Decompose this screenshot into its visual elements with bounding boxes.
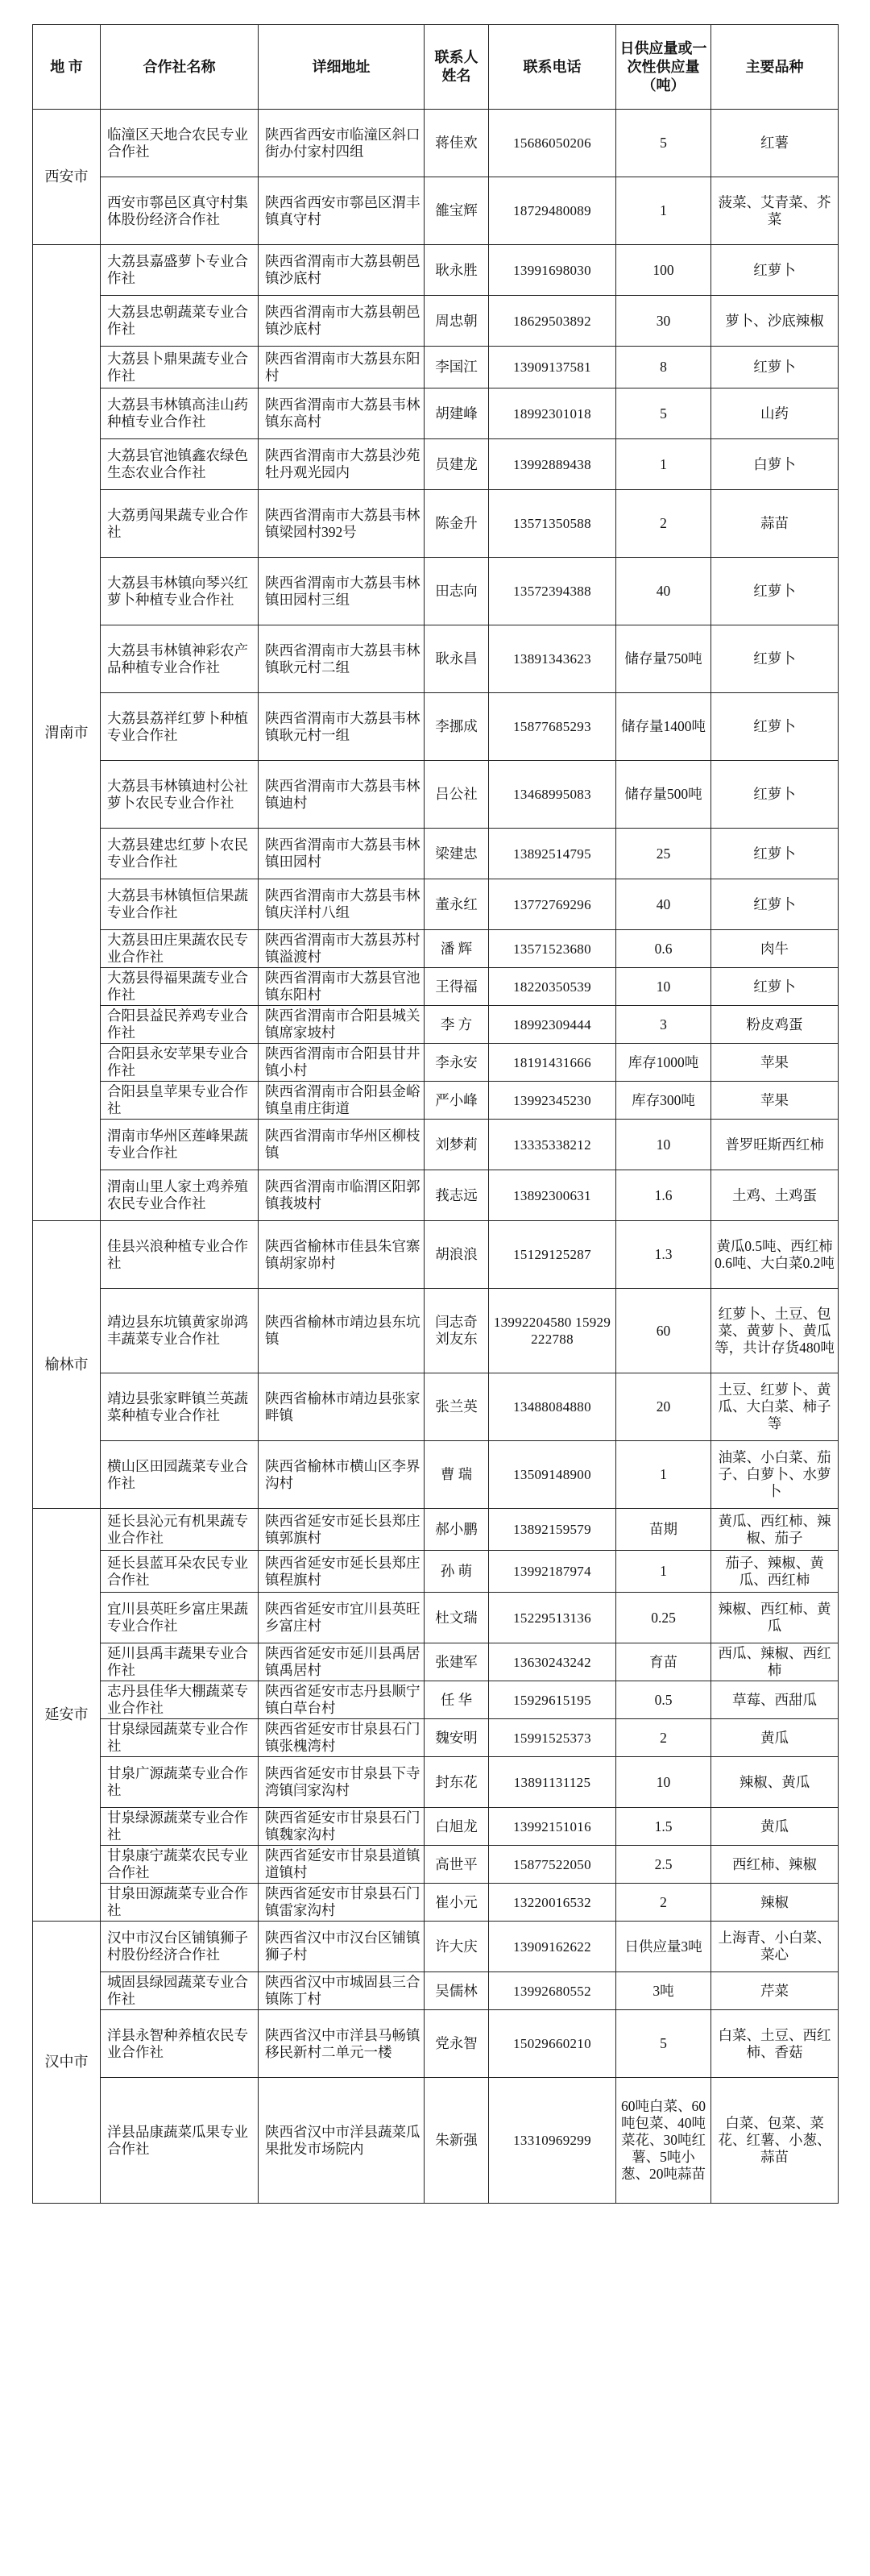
address-cell: 陕西省延安市志丹县顺宁镇白草台村	[259, 1681, 425, 1719]
coop-name-cell: 延川县禹丰蔬果专业合作社	[101, 1643, 259, 1681]
phone-cell: 13992345230	[489, 1082, 616, 1120]
table-row	[33, 1551, 839, 1593]
product-cell: 白萝卜	[711, 439, 839, 490]
contact-cell: 李 方	[425, 1006, 489, 1044]
header-supply: 日供应量或一次性供应量（吨）	[616, 25, 711, 110]
address-cell: 陕西省渭南市大荔县韦林镇耿元村二组	[259, 625, 425, 693]
supply-cell: 1.6	[616, 1170, 711, 1221]
phone-cell: 13892159579	[489, 1509, 616, 1551]
coop-name-cell: 靖边县张家畔镇兰英蔬菜种植专业合作社	[101, 1373, 259, 1441]
table-row	[33, 1757, 839, 1808]
product-cell: 红萝卜	[711, 625, 839, 693]
address-cell: 陕西省渭南市合阳县金峪镇皇甫庄街道	[259, 1082, 425, 1120]
phone-cell: 13992151016	[489, 1808, 616, 1846]
address-cell: 陕西省西安市临潼区斜口街办付家村四组	[259, 110, 425, 177]
contact-cell: 党永智	[425, 2010, 489, 2078]
header-phone: 联系电话	[489, 25, 616, 110]
phone-cell: 18729480089	[489, 177, 616, 245]
coop-name-cell: 甘泉康宁蔬菜农民专业合作社	[101, 1846, 259, 1884]
phone-cell: 13220016532	[489, 1884, 616, 1922]
product-cell: 芹菜	[711, 1972, 839, 2010]
coop-name-cell: 横山区田园蔬菜专业合作社	[101, 1441, 259, 1509]
table-row	[33, 1643, 839, 1681]
supply-cell: 1	[616, 1551, 711, 1593]
address-cell: 陕西省渭南市大荔县韦林镇梁园村392号	[259, 490, 425, 558]
phone-cell: 13909137581	[489, 347, 616, 388]
address-cell: 陕西省延安市宜川县英旺乡富庄村	[259, 1593, 425, 1643]
coop-name-cell: 大荔县得福果蔬专业合作社	[101, 968, 259, 1006]
table-row	[33, 761, 839, 829]
supply-cell: 2	[616, 490, 711, 558]
coop-name-cell: 西安市鄠邑区真守村集体股份经济合作社	[101, 177, 259, 245]
product-cell: 红萝卜	[711, 693, 839, 761]
supply-cell: 5	[616, 110, 711, 177]
product-cell: 黄瓜	[711, 1808, 839, 1846]
city-cell: 西安市	[33, 110, 101, 245]
coop-name-cell: 大荔县荔祥红萝卜种植专业合作社	[101, 693, 259, 761]
contact-cell: 梁建忠	[425, 829, 489, 879]
supply-cell: 日供应量3吨	[616, 1922, 711, 1972]
table-row	[33, 347, 839, 388]
supply-cell: 库存300吨	[616, 1082, 711, 1120]
product-cell: 辣椒、黄瓜	[711, 1757, 839, 1808]
contact-cell: 吴儒林	[425, 1972, 489, 2010]
header-city: 地 市	[33, 25, 101, 110]
coop-name-cell: 渭南山里人家土鸡养殖农民专业合作社	[101, 1170, 259, 1221]
contact-cell: 郝小鹏	[425, 1509, 489, 1551]
supply-cell: 2	[616, 1884, 711, 1922]
contact-cell: 员建龙	[425, 439, 489, 490]
product-cell: 白菜、包菜、菜花、红薯、小葱、蒜苗	[711, 2078, 839, 2204]
supply-cell: 储存量750吨	[616, 625, 711, 693]
supply-cell: 1	[616, 439, 711, 490]
phone-cell: 13630243242	[489, 1643, 616, 1681]
supply-cell: 5	[616, 2010, 711, 2078]
contact-cell: 耿永胜	[425, 245, 489, 296]
address-cell: 陕西省西安市鄠邑区渭丰镇真守村	[259, 177, 425, 245]
coop-name-cell: 合阳县皇苹果专业合作社	[101, 1082, 259, 1120]
coop-name-cell: 合阳县益民养鸡专业合作社	[101, 1006, 259, 1044]
supply-cell: 苗期	[616, 1509, 711, 1551]
phone-cell: 13335338212	[489, 1120, 616, 1170]
table-row	[33, 2010, 839, 2078]
supply-cell: 100	[616, 245, 711, 296]
supply-cell: 5	[616, 388, 711, 439]
supply-cell: 0.25	[616, 1593, 711, 1643]
coop-name-cell: 佳县兴浪种植专业合作社	[101, 1221, 259, 1289]
coop-name-cell: 大荔县韦林镇迪村公社萝卜农民专业合作社	[101, 761, 259, 829]
phone-cell: 15029660210	[489, 2010, 616, 2078]
contact-cell: 李永安	[425, 1044, 489, 1082]
coop-name-cell: 大荔县嘉盛萝卜专业合作社	[101, 245, 259, 296]
phone-cell: 13992204580 15929222788	[489, 1289, 616, 1373]
table-row	[33, 968, 839, 1006]
phone-cell: 15877522050	[489, 1846, 616, 1884]
contact-cell: 杜文瑞	[425, 1593, 489, 1643]
supply-cell: 20	[616, 1373, 711, 1441]
table-header-row	[33, 25, 839, 110]
product-cell: 土鸡、土鸡蛋	[711, 1170, 839, 1221]
product-cell: 红萝卜	[711, 245, 839, 296]
supply-cell: 25	[616, 829, 711, 879]
coop-name-cell: 志丹县佳华大棚蔬菜专业合作社	[101, 1681, 259, 1719]
phone-cell: 13488084880	[489, 1373, 616, 1441]
address-cell: 陕西省延安市甘泉县石门镇雷家沟村	[259, 1884, 425, 1922]
supply-cell: 1	[616, 177, 711, 245]
table-row	[33, 930, 839, 968]
supply-cell: 10	[616, 1120, 711, 1170]
coop-name-cell: 延长县沁元有机果蔬专业合作社	[101, 1509, 259, 1551]
table-row	[33, 439, 839, 490]
product-cell: 红萝卜	[711, 558, 839, 625]
table-row	[33, 1082, 839, 1120]
phone-cell: 13992889438	[489, 439, 616, 490]
table-row	[33, 1120, 839, 1170]
contact-cell: 刘梦莉	[425, 1120, 489, 1170]
table-row	[33, 879, 839, 930]
contact-cell: 李国江	[425, 347, 489, 388]
supply-cell: 3	[616, 1006, 711, 1044]
phone-cell: 13891131125	[489, 1757, 616, 1808]
table-row	[33, 177, 839, 245]
table-row	[33, 829, 839, 879]
phone-cell: 13892300631	[489, 1170, 616, 1221]
contact-cell: 陈金升	[425, 490, 489, 558]
supply-cell: 库存1000吨	[616, 1044, 711, 1082]
city-cell: 渭南市	[33, 245, 101, 1221]
table-row	[33, 1289, 839, 1373]
phone-cell: 18629503892	[489, 296, 616, 347]
supply-cell: 育苗	[616, 1643, 711, 1681]
contact-cell: 张建军	[425, 1643, 489, 1681]
product-cell: 西红柿、辣椒	[711, 1846, 839, 1884]
contact-cell: 朱新强	[425, 2078, 489, 2204]
address-cell: 陕西省延安市甘泉县道镇道镇村	[259, 1846, 425, 1884]
coop-name-cell: 宜川县英旺乡富庄果蔬专业合作社	[101, 1593, 259, 1643]
product-cell: 油菜、小白菜、茄子、白萝卜、水萝卜	[711, 1441, 839, 1509]
coop-name-cell: 洋县永智种养植农民专业合作社	[101, 2010, 259, 2078]
city-cell: 延安市	[33, 1509, 101, 1922]
phone-cell: 15929615195	[489, 1681, 616, 1719]
table-row	[33, 1044, 839, 1082]
phone-cell: 13468995083	[489, 761, 616, 829]
coop-name-cell: 大荔县韦林镇神彩农产品种植专业合作社	[101, 625, 259, 693]
table-row	[33, 625, 839, 693]
coop-name-cell: 合阳县永安苹果专业合作社	[101, 1044, 259, 1082]
supply-cell: 0.6	[616, 930, 711, 968]
phone-cell: 18191431666	[489, 1044, 616, 1082]
table-row	[33, 1441, 839, 1509]
product-cell: 黄瓜0.5吨、西红柿0.6吨、大白菜0.2吨	[711, 1221, 839, 1289]
phone-cell: 18220350539	[489, 968, 616, 1006]
contact-cell: 胡浪浪	[425, 1221, 489, 1289]
coop-name-cell: 大荔县忠朝蔬菜专业合作社	[101, 296, 259, 347]
product-cell: 黄瓜	[711, 1719, 839, 1757]
phone-cell: 13571350588	[489, 490, 616, 558]
supply-cell: 3吨	[616, 1972, 711, 2010]
table-row	[33, 296, 839, 347]
product-cell: 辣椒	[711, 1884, 839, 1922]
table-row	[33, 110, 839, 177]
contact-cell: 白旭龙	[425, 1808, 489, 1846]
table-row	[33, 1373, 839, 1441]
supply-cell: 0.5	[616, 1681, 711, 1719]
product-cell: 红萝卜	[711, 968, 839, 1006]
address-cell: 陕西省榆林市横山区李界沟村	[259, 1441, 425, 1509]
city-cell: 汉中市	[33, 1922, 101, 2204]
supply-cell: 10	[616, 1757, 711, 1808]
contact-cell: 严小峰	[425, 1082, 489, 1120]
supply-cell: 储存量500吨	[616, 761, 711, 829]
product-cell: 普罗旺斯西红柿	[711, 1120, 839, 1170]
table-row	[33, 1006, 839, 1044]
coop-name-cell: 大荔县韦林镇恒信果蔬专业合作社	[101, 879, 259, 930]
contact-cell: 封东花	[425, 1757, 489, 1808]
phone-cell: 13991698030	[489, 245, 616, 296]
address-cell: 陕西省渭南市大荔县韦林镇田园村三组	[259, 558, 425, 625]
contact-cell: 曹 瑞	[425, 1441, 489, 1509]
address-cell: 陕西省渭南市大荔县韦林镇迪村	[259, 761, 425, 829]
phone-cell: 13892514795	[489, 829, 616, 879]
table-row	[33, 558, 839, 625]
table-row	[33, 245, 839, 296]
address-cell: 陕西省渭南市大荔县韦林镇田园村	[259, 829, 425, 879]
coop-name-cell: 延长县蓝耳朵农民专业合作社	[101, 1551, 259, 1593]
contact-cell: 吕公社	[425, 761, 489, 829]
table-row	[33, 1221, 839, 1289]
product-cell: 菠菜、艾青菜、芥菜	[711, 177, 839, 245]
product-cell: 辣椒、西红柿、黄瓜	[711, 1593, 839, 1643]
coop-name-cell: 洋县品康蔬菜瓜果专业合作社	[101, 2078, 259, 2204]
contact-cell: 张兰英	[425, 1373, 489, 1441]
header-coop-name: 合作社名称	[101, 25, 259, 110]
phone-cell: 13891343623	[489, 625, 616, 693]
contact-cell: 耿永昌	[425, 625, 489, 693]
supply-cell: 10	[616, 968, 711, 1006]
phone-cell: 13310969299	[489, 2078, 616, 2204]
contact-cell: 周忠朝	[425, 296, 489, 347]
contact-cell: 胡建峰	[425, 388, 489, 439]
phone-cell: 18992309444	[489, 1006, 616, 1044]
table-row	[33, 1808, 839, 1846]
coop-name-cell: 城固县绿园蔬菜专业合作社	[101, 1972, 259, 2010]
address-cell: 陕西省渭南市大荔县朝邑镇沙底村	[259, 245, 425, 296]
address-cell: 陕西省渭南市大荔县韦林镇东高村	[259, 388, 425, 439]
address-cell: 陕西省渭南市合阳县甘井镇小村	[259, 1044, 425, 1082]
table-row	[33, 1972, 839, 2010]
address-cell: 陕西省汉中市洋县蔬菜瓜果批发市场院内	[259, 2078, 425, 2204]
address-cell: 陕西省延安市延川县禹居镇禹居村	[259, 1643, 425, 1681]
table-row	[33, 1719, 839, 1757]
address-cell: 陕西省渭南市大荔县沙苑牡丹观光园内	[259, 439, 425, 490]
address-cell: 陕西省榆林市佳县朱官寨镇胡家峁村	[259, 1221, 425, 1289]
address-cell: 陕西省榆林市靖边县东坑镇	[259, 1289, 425, 1373]
phone-cell: 13571523680	[489, 930, 616, 968]
product-cell: 红萝卜	[711, 347, 839, 388]
product-cell: 黄瓜、西红柿、辣椒、茄子	[711, 1509, 839, 1551]
table-row	[33, 1846, 839, 1884]
product-cell: 西瓜、辣椒、西红柿	[711, 1643, 839, 1681]
address-cell: 陕西省延安市甘泉县石门镇魏家沟村	[259, 1808, 425, 1846]
header-contact: 联系人姓名	[425, 25, 489, 110]
product-cell: 草莓、西甜瓜	[711, 1681, 839, 1719]
product-cell: 白菜、土豆、西红柿、香菇	[711, 2010, 839, 2078]
supply-cell: 40	[616, 558, 711, 625]
header-address: 详细地址	[259, 25, 425, 110]
address-cell: 陕西省渭南市大荔县东阳村	[259, 347, 425, 388]
phone-cell: 15686050206	[489, 110, 616, 177]
address-cell: 陕西省延安市甘泉县石门镇张槐湾村	[259, 1719, 425, 1757]
contact-cell: 崔小元	[425, 1884, 489, 1922]
address-cell: 陕西省汉中市洋县马畅镇移民新村二单元一楼	[259, 2010, 425, 2078]
address-cell: 陕西省渭南市临渭区阳郭镇莪坡村	[259, 1170, 425, 1221]
product-cell: 山药	[711, 388, 839, 439]
product-cell: 红萝卜	[711, 879, 839, 930]
contact-cell: 雒宝辉	[425, 177, 489, 245]
contact-cell: 田志向	[425, 558, 489, 625]
contact-cell: 闫志奇 刘友东	[425, 1289, 489, 1373]
address-cell: 陕西省延安市甘泉县下寺湾镇闫家沟村	[259, 1757, 425, 1808]
supply-table-container	[32, 24, 838, 2204]
table-row	[33, 693, 839, 761]
contact-cell: 任 华	[425, 1681, 489, 1719]
phone-cell: 18992301018	[489, 388, 616, 439]
coop-name-cell: 渭南市华州区莲峰果蔬专业合作社	[101, 1120, 259, 1170]
table-row	[33, 1170, 839, 1221]
phone-cell: 15991525373	[489, 1719, 616, 1757]
contact-cell: 魏安明	[425, 1719, 489, 1757]
header-product: 主要品种	[711, 25, 839, 110]
address-cell: 陕西省渭南市大荔县韦林镇耿元村一组	[259, 693, 425, 761]
coop-name-cell: 甘泉绿源蔬菜专业合作社	[101, 1808, 259, 1846]
address-cell: 陕西省渭南市华州区柳枝镇	[259, 1120, 425, 1170]
supply-cell: 60	[616, 1289, 711, 1373]
phone-cell: 15129125287	[489, 1221, 616, 1289]
phone-cell: 13992680552	[489, 1972, 616, 2010]
supply-cell: 1.5	[616, 1808, 711, 1846]
address-cell: 陕西省汉中市汉台区铺镇狮子村	[259, 1922, 425, 1972]
contact-cell: 莪志远	[425, 1170, 489, 1221]
address-cell: 陕西省延安市延长县郑庄镇郭旗村	[259, 1509, 425, 1551]
product-cell: 红萝卜、土豆、包菜、黄萝卜、黄瓜等，共计存货480吨	[711, 1289, 839, 1373]
supply-cell: 8	[616, 347, 711, 388]
phone-cell: 13509148900	[489, 1441, 616, 1509]
supply-cell: 30	[616, 296, 711, 347]
address-cell: 陕西省渭南市大荔县苏村镇溢渡村	[259, 930, 425, 968]
product-cell: 苹果	[711, 1082, 839, 1120]
address-cell: 陕西省渭南市大荔县朝邑镇沙底村	[259, 296, 425, 347]
contact-cell: 高世平	[425, 1846, 489, 1884]
city-cell: 榆林市	[33, 1221, 101, 1509]
table-row	[33, 490, 839, 558]
contact-cell: 潘 辉	[425, 930, 489, 968]
coop-name-cell: 大荔县建忠红萝卜农民专业合作社	[101, 829, 259, 879]
coop-name-cell: 大荔县田庄果蔬农民专业合作社	[101, 930, 259, 968]
table-row	[33, 1681, 839, 1719]
supply-table	[32, 24, 839, 2204]
contact-cell: 李挪成	[425, 693, 489, 761]
address-cell: 陕西省汉中市城固县三合镇陈丁村	[259, 1972, 425, 2010]
address-cell: 陕西省渭南市大荔县韦林镇庆洋村八组	[259, 879, 425, 930]
address-cell: 陕西省渭南市合阳县城关镇席家坡村	[259, 1006, 425, 1044]
supply-cell: 60吨白菜、60吨包菜、40吨菜花、30吨红薯、5吨小葱、20吨蒜苗	[616, 2078, 711, 2204]
contact-cell: 蒋佳欢	[425, 110, 489, 177]
coop-name-cell: 大荔县韦林镇向琴兴红萝卜种植专业合作社	[101, 558, 259, 625]
product-cell: 粉皮鸡蛋	[711, 1006, 839, 1044]
table-row	[33, 388, 839, 439]
table-row	[33, 2078, 839, 2204]
coop-name-cell: 甘泉绿园蔬菜专业合作社	[101, 1719, 259, 1757]
contact-cell: 董永红	[425, 879, 489, 930]
product-cell: 茄子、辣椒、黄瓜、西红柿	[711, 1551, 839, 1593]
supply-cell: 40	[616, 879, 711, 930]
table-row	[33, 1922, 839, 1972]
coop-name-cell: 汉中市汉台区铺镇狮子村股份经济合作社	[101, 1922, 259, 1972]
product-cell: 红萝卜	[711, 829, 839, 879]
product-cell: 上海青、小白菜、菜心	[711, 1922, 839, 1972]
product-cell: 土豆、红萝卜、黄瓜、大白菜、柿子等	[711, 1373, 839, 1441]
supply-cell: 2.5	[616, 1846, 711, 1884]
coop-name-cell: 甘泉田源蔬菜专业合作社	[101, 1884, 259, 1922]
address-cell: 陕西省渭南市大荔县官池镇东阳村	[259, 968, 425, 1006]
phone-cell: 13772769296	[489, 879, 616, 930]
table-row	[33, 1509, 839, 1551]
product-cell: 红薯	[711, 110, 839, 177]
coop-name-cell: 大荔勇闯果蔬专业合作社	[101, 490, 259, 558]
coop-name-cell: 临潼区天地合农民专业合作社	[101, 110, 259, 177]
supply-cell: 储存量1400吨	[616, 693, 711, 761]
product-cell: 肉牛	[711, 930, 839, 968]
address-cell: 陕西省榆林市靖边县张家畔镇	[259, 1373, 425, 1441]
phone-cell: 13572394388	[489, 558, 616, 625]
contact-cell: 王得福	[425, 968, 489, 1006]
table-body	[33, 110, 839, 2204]
address-cell: 陕西省延安市延长县郑庄镇程旗村	[259, 1551, 425, 1593]
contact-cell: 孙 萌	[425, 1551, 489, 1593]
coop-name-cell: 甘泉广源蔬菜专业合作社	[101, 1757, 259, 1808]
contact-cell: 许大庆	[425, 1922, 489, 1972]
coop-name-cell: 靖边县东坑镇黄家峁鸿丰蔬菜专业合作社	[101, 1289, 259, 1373]
supply-cell: 1	[616, 1441, 711, 1509]
product-cell: 苹果	[711, 1044, 839, 1082]
table-row	[33, 1884, 839, 1922]
phone-cell: 15229513136	[489, 1593, 616, 1643]
product-cell: 萝卜、沙底辣椒	[711, 296, 839, 347]
table-row	[33, 1593, 839, 1643]
product-cell: 红萝卜	[711, 761, 839, 829]
supply-cell: 1.3	[616, 1221, 711, 1289]
phone-cell: 13992187974	[489, 1551, 616, 1593]
product-cell: 蒜苗	[711, 490, 839, 558]
phone-cell: 15877685293	[489, 693, 616, 761]
coop-name-cell: 大荔县卜鼎果蔬专业合作社	[101, 347, 259, 388]
coop-name-cell: 大荔县韦林镇高洼山药种植专业合作社	[101, 388, 259, 439]
coop-name-cell: 大荔县官池镇鑫农绿色生态农业合作社	[101, 439, 259, 490]
supply-cell: 2	[616, 1719, 711, 1757]
phone-cell: 13909162622	[489, 1922, 616, 1972]
